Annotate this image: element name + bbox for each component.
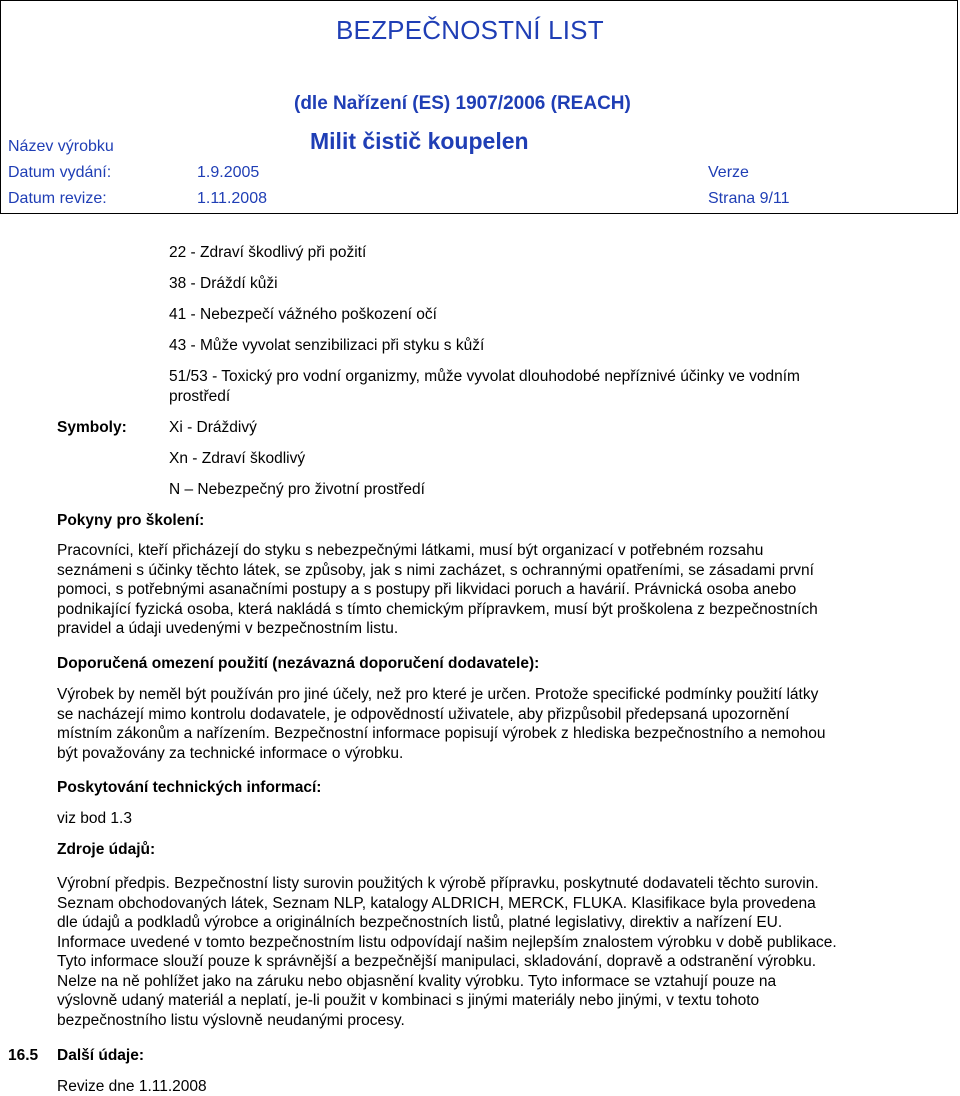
product-name: Milit čistič koupelen (310, 128, 529, 154)
issue-date: 1.9.2005 (197, 164, 260, 181)
technical-info-text: viz bod 1.3 (57, 810, 132, 827)
training-paragraph: Pracovníci, kteří přicházejí do styku s nebezpečnými látkami, musí být organizací v potřebném rozsahu seznámeni s účinky těchto látek, se způsoby, jak s nimi zacházet, s ochrannými opatřeními, se zásadami první pomoci, s potřebnými asanačními postupy a s postupy při likvidaci poruch a havárií. Právnická osoba anebo podnikající fyzická osoba, která nakládá s tímto chemickým přípravkem, musí být proškolena z bezpečnostních pravidel a údaji uvedenými v bezpečnostním listu. (57, 542, 818, 637)
risk-phrase: 41 - Nebezpečí vážného poškození očí (169, 306, 437, 323)
technical-info-heading: Poskytování technických informací: (57, 779, 322, 796)
page-number: Strana 9/11 (708, 190, 790, 207)
risk-phrase: 51/53 - Toxický pro vodní organizmy, může vyvolat dlouhodobé nepříznivé účinky ve vodním (169, 368, 800, 385)
risk-phrase: 22 - Zdraví škodlivý při požití (169, 244, 367, 261)
sources-heading: Zdroje údajů: (57, 841, 156, 858)
regulation-subtitle: (dle Nařízení (ES) 1907/2006 (REACH) (294, 93, 631, 114)
training-heading: Pokyny pro školení: (57, 512, 205, 529)
version-label: Verze (708, 164, 749, 181)
symbol-item: N – Nebezpečný pro životní prostředí (169, 481, 425, 498)
symbols-label: Symboly: (57, 419, 127, 436)
revision-date: 1.11.2008 (197, 190, 267, 207)
restrictions-heading: Doporučená omezení použití (nezávazná doporučení dodavatele): (57, 655, 540, 672)
further-info-heading: Další údaje: (57, 1047, 144, 1064)
symbol-item: Xn - Zdraví škodlivý (169, 450, 306, 467)
section-number: 16.5 (8, 1047, 39, 1064)
risk-phrase: prostředí (169, 388, 231, 405)
product-name-label: Název výrobku (8, 138, 114, 155)
issue-date-label: Datum vydání: (8, 164, 112, 181)
revision-date-label: Datum revize: (8, 190, 107, 207)
document-header (0, 0, 958, 214)
restrictions-paragraph: Výrobek by neměl být používán pro jiné účely, než pro které je určen. Protože specifické podmínky použití látky se nacházejí mimo kontrolu dodavatele, je odpovědností uživatele, aby přizpůsobil předepsaná upozornění místním zákonům a nařízením. Bezpečnostní informace popisují výrobek z hlediska bezpečnostního a nemohou být považovány za technické informace o výrobku. (57, 686, 826, 762)
risk-phrase: 43 - Může vyvolat senzibilizaci při styku s kůží (169, 337, 485, 354)
risk-phrase: 38 - Dráždí kůži (169, 275, 278, 292)
document-title: BEZPEČNOSTNÍ LIST (336, 15, 604, 45)
revision-note: Revize dne 1.11.2008 (57, 1078, 207, 1095)
sources-paragraph: Výrobní předpis. Bezpečnostní listy surovin použitých k výrobě přípravku, poskytnuté dodavateli těchto surovin. Seznam obchodovaných látek, Seznam NLP, katalogy ALDRICH, MERCK, FLUKA. Klasifikace byla provedena dle údajů a podkladů výrobce a originálních bezpečnostních listů, platné legislativy, direktiv a nařízení EU. Informace uvedené v tomto bezpečnostním listu odpovídají našim nejlepším znalostem výrobku v době publikace. Tyto informace slouží pouze k správnější a bezpečnější manipulaci, skladování, dopravě a odstranění výrobku. Nelze na ně pohlížet jako na záruku nebo objasnění kvality výrobku. Tyto informace se vztahují pouze na výslovně udaný materiál a neplatí, je-li použit v kombinaci s jinými materiály nebo jinými, v textu tohoto bezpečnostního listu výslovně neudanými procesy. (57, 875, 837, 1029)
symbol-item: Xi - Dráždivý (169, 419, 257, 436)
